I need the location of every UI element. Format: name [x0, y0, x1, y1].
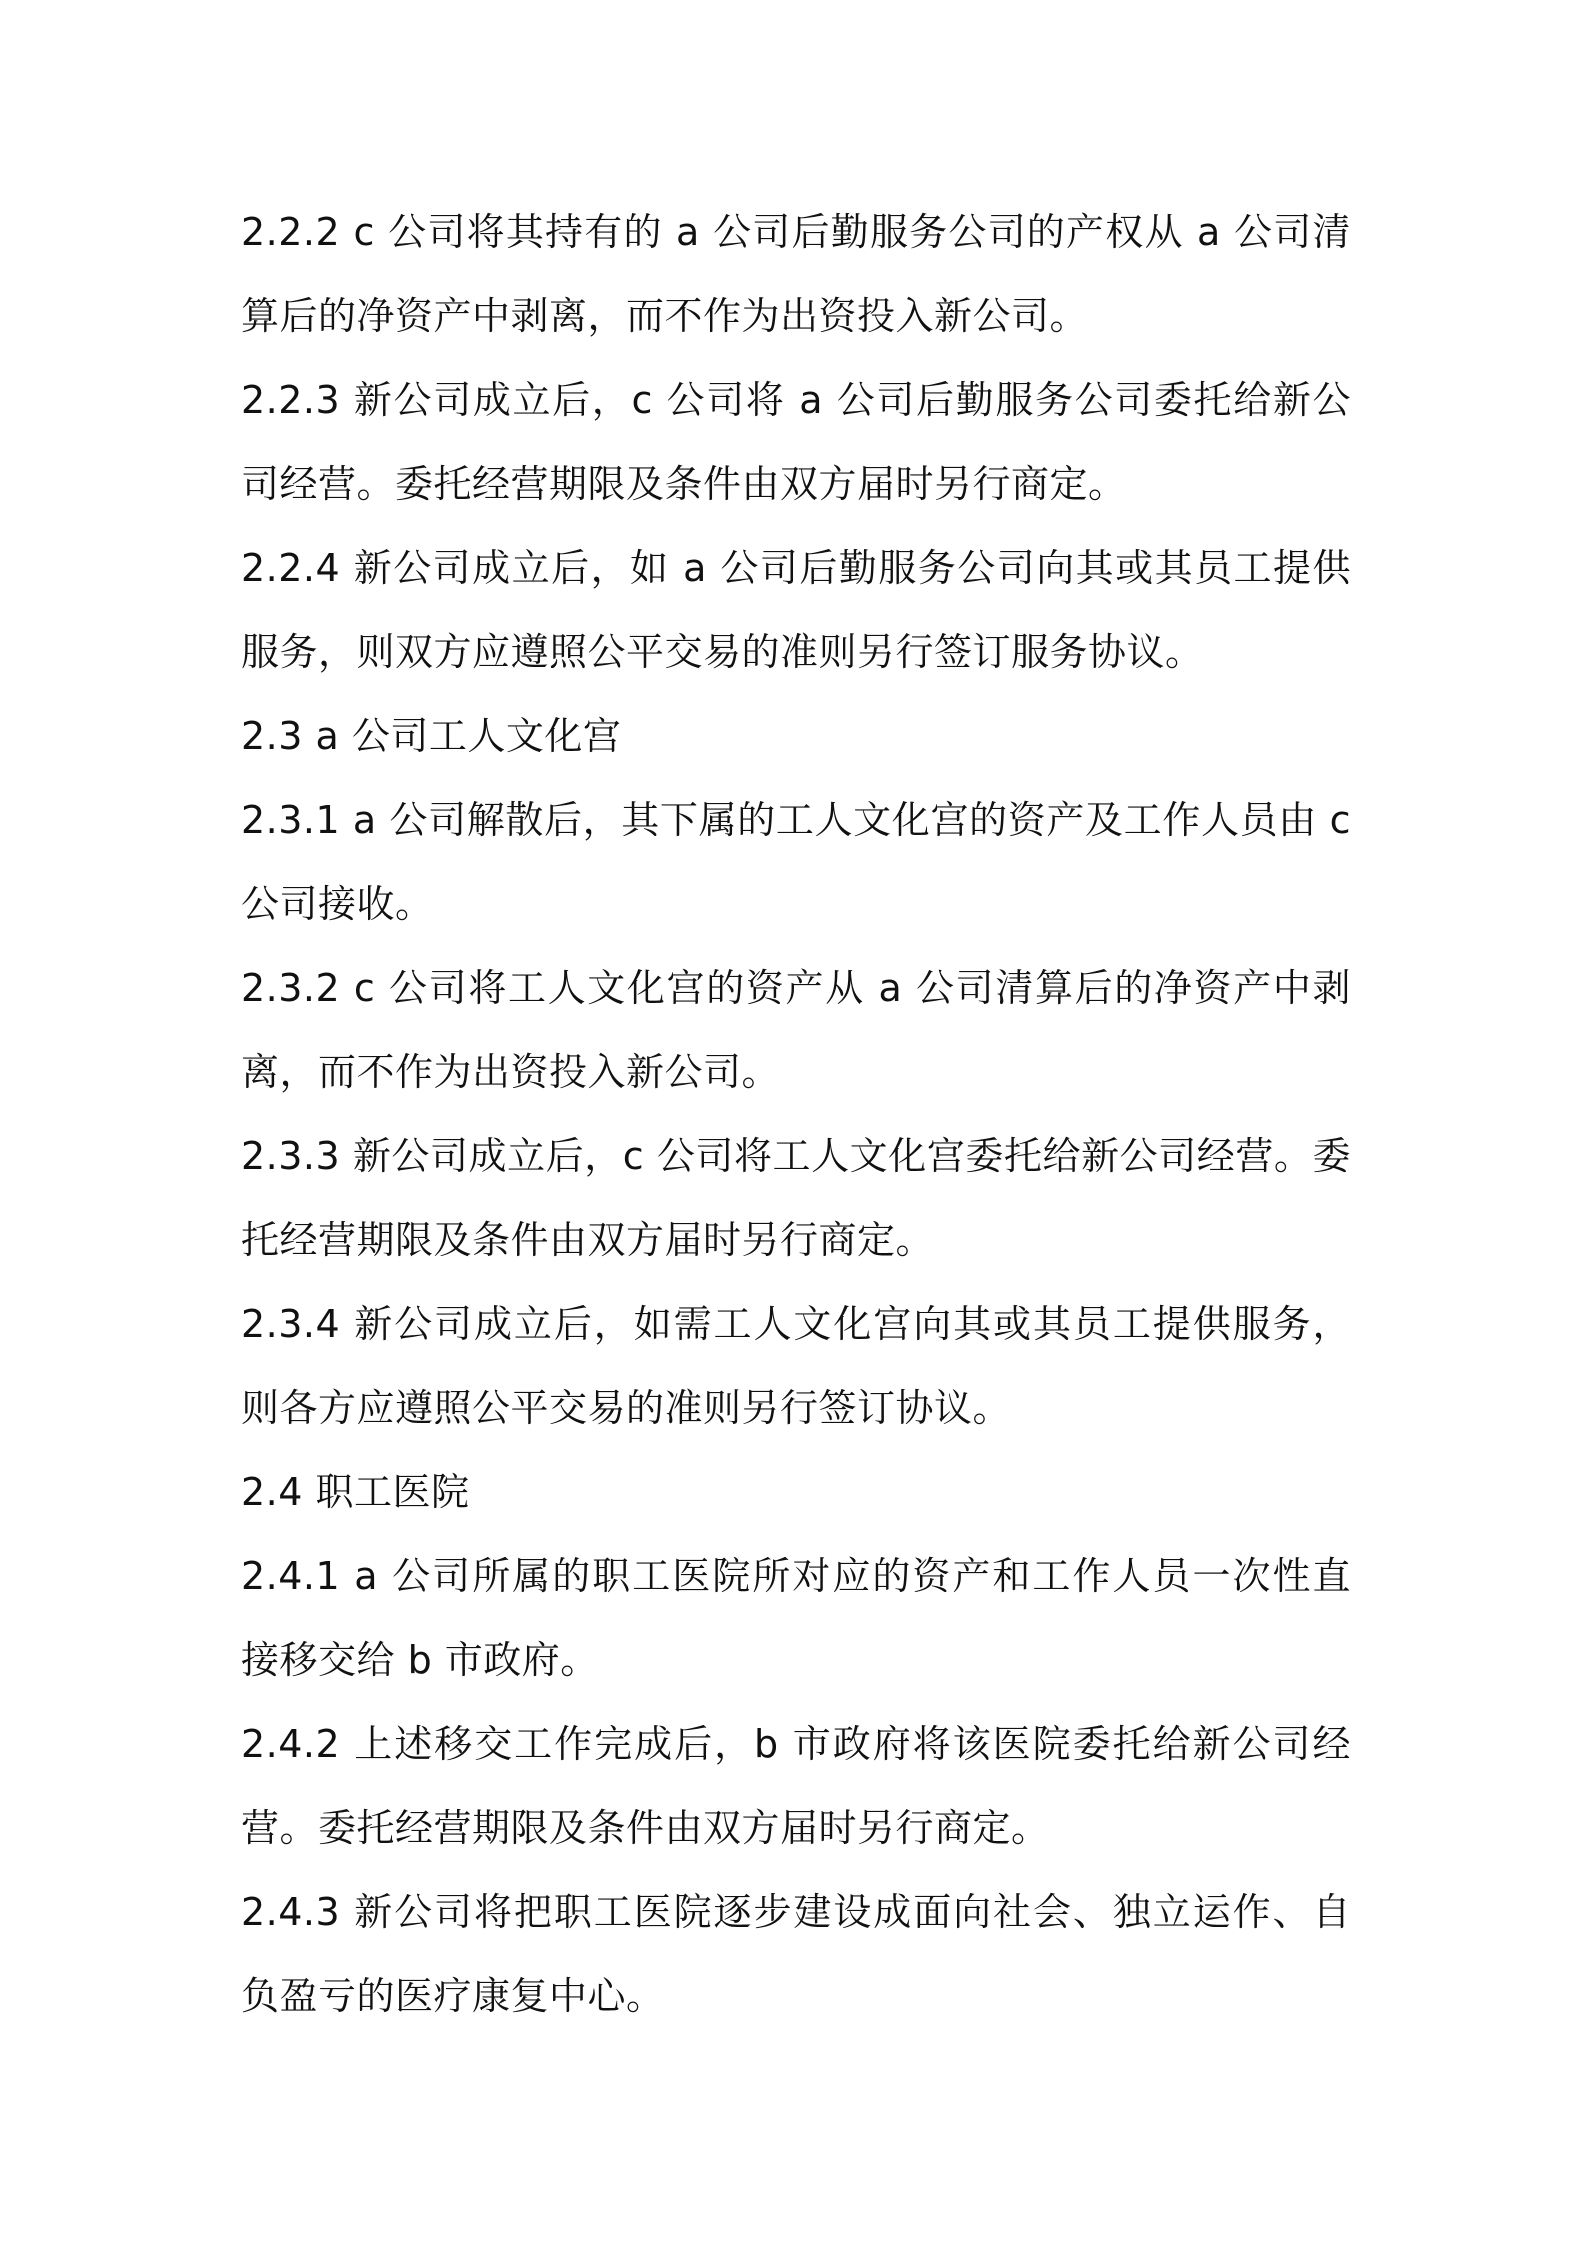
paragraph-2-4-1: 2.4.1 a 公司所属的职工医院所对应的资产和工作人员一次性直接移交给 b 市政府。 [241, 1554, 1351, 1682]
heading-2-4: 2.4 职工医院 [241, 1470, 470, 1514]
heading-2-3: 2.3 a 公司工人文化宫 [241, 714, 622, 758]
paragraph-2-4-2: 2.4.2 上述移交工作完成后，b 市政府将该医院委托给新公司经营。委托经营期限及条件由双方届时另行商定。 [241, 1722, 1351, 1850]
paragraph-2-3-2: 2.3.2 c 公司将工人文化宫的资产从 a 公司清算后的净资产中剥离，而不作为出资投入新公司。 [241, 966, 1351, 1094]
paragraph-2-3-4: 2.3.4 新公司成立后，如需工人文化宫向其或其员工提供服务，则各方应遵照公平交易的准则另行签订协议。 [241, 1302, 1351, 1430]
paragraph-2-2-4: 2.2.4 新公司成立后，如 a 公司后勤服务公司向其或其员工提供服务，则双方应遵照公平交易的准则另行签订服务协议。 [241, 546, 1351, 674]
paragraph-2-3-1: 2.3.1 a 公司解散后，其下属的工人文化宫的资产及工作人员由 c 公司接收。 [241, 798, 1351, 926]
paragraph-2-2-3: 2.2.3 新公司成立后，c 公司将 a 公司后勤服务公司委托给新公司经营。委托经营期限及条件由双方届时另行商定。 [241, 378, 1351, 506]
paragraph-2-4-3: 2.4.3 新公司将把职工医院逐步建设成面向社会、独立运作、自负盈亏的医疗康复中心。 [241, 1890, 1351, 2018]
document-body [241, 190, 1351, 2038]
paragraph-2-2-2: 2.2.2 c 公司将其持有的 a 公司后勤服务公司的产权从 a 公司清算后的净资产中剥离，而不作为出资投入新公司。 [241, 210, 1351, 338]
paragraph-2-3-3: 2.3.3 新公司成立后，c 公司将工人文化宫委托给新公司经营。委托经营期限及条件由双方届时另行商定。 [241, 1134, 1351, 1262]
